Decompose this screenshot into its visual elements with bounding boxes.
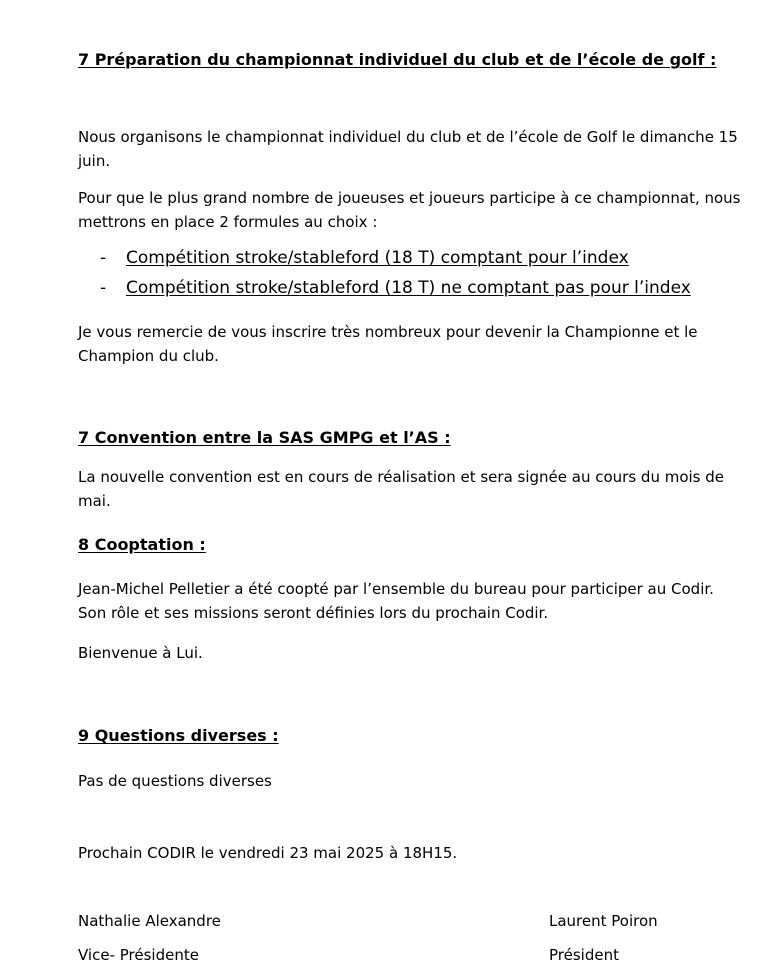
- paragraph-questions: Pas de questions diverses: [78, 772, 272, 790]
- paragraph-cooptation: Jean-Michel Pelletier a été coopté par l’ensemble du bureau pour participer au Codir. Son rôle et ses missions seront définies lors du prochain Codir.: [78, 580, 714, 622]
- heading-preparation-championnat: 7 Préparation du championnat individuel du club et de l’école de golf :: [78, 50, 717, 69]
- signature-left-title: Vice- Présidente: [78, 946, 199, 964]
- list-item: [100, 273, 691, 303]
- paragraph-bienvenue: Bienvenue à Lui.: [78, 644, 203, 662]
- next-meeting-text: Prochain CODIR le vendredi 23 mai 2025 à 18H15.: [78, 844, 458, 862]
- list-dash: -: [100, 278, 107, 298]
- formules-list: [100, 243, 691, 303]
- paragraph-inscription: Je vous remercie de vous inscrire très nombreux pour devenir la Championne et le Champion du club.: [78, 323, 698, 365]
- list-item: [100, 243, 691, 273]
- list-dash: -: [100, 248, 107, 268]
- signature-right-title: Président: [549, 946, 619, 964]
- signature-right-name: Laurent Poiron: [549, 912, 658, 930]
- heading-questions-diverses: 9 Questions diverses :: [78, 726, 279, 745]
- list-item-text: Compétition stroke/stableford (18 T) ne comptant pas pour l’index: [126, 278, 691, 298]
- paragraph-championnat-date: Nous organisons le championnat individuel du club et de l’école de Golf le dimanche 15 juin.: [78, 128, 738, 170]
- heading-cooptation: 8 Cooptation :: [78, 535, 206, 554]
- paragraph-formules-intro: Pour que le plus grand nombre de joueuses et joueurs participe à ce championnat, nous mettrons en place 2 formules au choix :: [78, 189, 741, 231]
- signature-left-name: Nathalie Alexandre: [78, 912, 221, 930]
- list-item-text: Compétition stroke/stableford (18 T) comptant pour l’index: [126, 248, 629, 268]
- heading-convention: 7 Convention entre la SAS GMPG et l’AS :: [78, 428, 451, 447]
- paragraph-convention: La nouvelle convention est en cours de réalisation et sera signée au cours du mois de mai.: [78, 468, 725, 510]
